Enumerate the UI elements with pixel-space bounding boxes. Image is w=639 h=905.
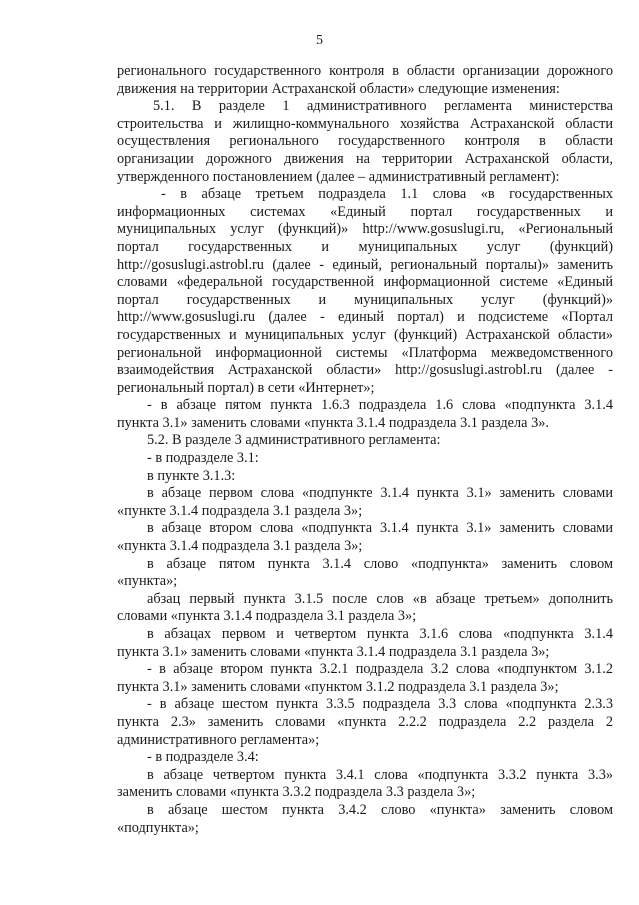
text-line: в абзаце первом слова «подпункте 3.1.4 пункта 3.1» заменить словами [147,485,613,502]
text-line: взаимодействия Астраханской области» http://gosuslugi.astrobl.ru (далее - [117,362,613,379]
text-line: пункта 2.3» заменить словами «пункта 2.2.2 подраздела 2.2 раздела 2 [117,713,613,730]
text-line: словами «пункта 3.1.4 подраздела 3.1 раздела 3»; [117,608,417,625]
text-line: регионального государственного контроля в области организации дорожного [117,63,613,79]
text-line: в абзаце втором слова «подпункта 3.1.4 пункта 3.1» заменить словами [147,520,613,537]
text-line: абзац первый пункта 3.1.5 после слов «в абзаце третьем» дополнить [147,590,613,607]
text-line: пункта 3.1» заменить словами «пункта 3.1.4 подраздела 3.1 раздела 3». [117,414,549,431]
text-line: в пункте 3.1.3: [147,467,236,484]
text-line: - в абзаце шестом пункта 3.3.5 подраздела 3.3 слова «подпункта 2.3.3 [147,696,613,713]
text-line: 5.2. В разделе 3 административного регламента: [147,432,441,449]
text-line: в абзацах первом и четвертом пункта 3.1.6 слова «подпункта 3.1.4 [147,626,613,642]
text-line: осуществления регионального государственного контроля в области [117,133,613,150]
text-line: пункта 3.1» заменить словами «пунктом 3.1.2 подраздела 3.1 раздела 3»; [117,678,559,695]
text-line: 5.1. В разделе 1 административного регламента министерства [153,98,613,115]
text-line: в абзаце пятом пункта 3.1.4 слово «подпункта» заменить словом [147,555,613,572]
text-line: http://gosuslugi.astrobl.ru (далее - единый, региональный порталы)» заменить [117,256,613,273]
text-line: «пункта»; [117,573,178,590]
page-number: 5 [316,33,323,48]
text-line: http://www.gosuslugi.ru (далее - единый портал) и подсистеме «Портал [117,309,613,326]
text-line: пункта 3.1» заменить словами «пункта 3.1.4 подраздела 3.1 раздела 3»; [117,643,550,660]
document-body [117,63,613,837]
text-line: «подпункта»; [117,819,199,836]
text-line: портал государственных и муниципальных услуг (функций)» [117,291,613,308]
text-line: информационных системах «Единый портал государственных и [117,203,613,220]
text-line: словами «федеральной государственной информационной системе «Единый [117,274,613,291]
text-line: утвержденного постановлением (далее – административный регламент): [117,168,560,185]
text-line: - в абзаце третьем подраздела 1.1 слова «в государственных [161,186,613,203]
text-line: в абзаце четвертом пункта 3.4.1 слова «подпункта 3.3.2 пункта 3.3» [147,766,613,783]
text-line: региональный портал) в сети «Интернет»; [117,379,375,396]
text-line: в абзаце шестом пункта 3.4.2 слово «пункта» заменить словом [147,801,613,818]
text-line: строительства и жилищно-коммунального хозяйства Астраханской области [117,115,613,132]
text-line: административного регламента»; [117,731,320,748]
text-line: государственных и муниципальных услуг (функций) Астраханской области» [117,326,613,343]
text-line: региональной информационной системы «Платформа межведомственного [117,344,613,361]
text-line: - в абзаце пятом пункта 1.6.3 подраздела 1.6 слова «подпункта 3.1.4 [147,397,613,414]
text-line: движения на территории Астраханской области» следующие изменения: [117,80,560,97]
text-line: портал государственных и муниципальных услуг (функций) [117,238,613,255]
text-line: - в подразделе 3.4: [147,749,259,766]
text-line: заменить словами «пункта 3.3.2 подраздела 3.3 раздела 3»; [117,784,476,801]
text-line: организации дорожного движения на территории Астраханской области, [117,150,613,167]
text-line: - в подразделе 3.1: [147,450,259,467]
text-line: - в абзаце втором пункта 3.2.1 подраздела 3.2 слова «подпунктом 3.1.2 [147,661,613,678]
text-line: «пункте 3.1.4 подраздела 3.1 раздела 3»; [117,502,363,519]
text-line: муниципальных услуг (функций)» http://www.gosuslugi.ru, «Региональный [117,221,613,238]
text-line: «пункта 3.1.4 подраздела 3.1 раздела 3»; [117,538,363,555]
